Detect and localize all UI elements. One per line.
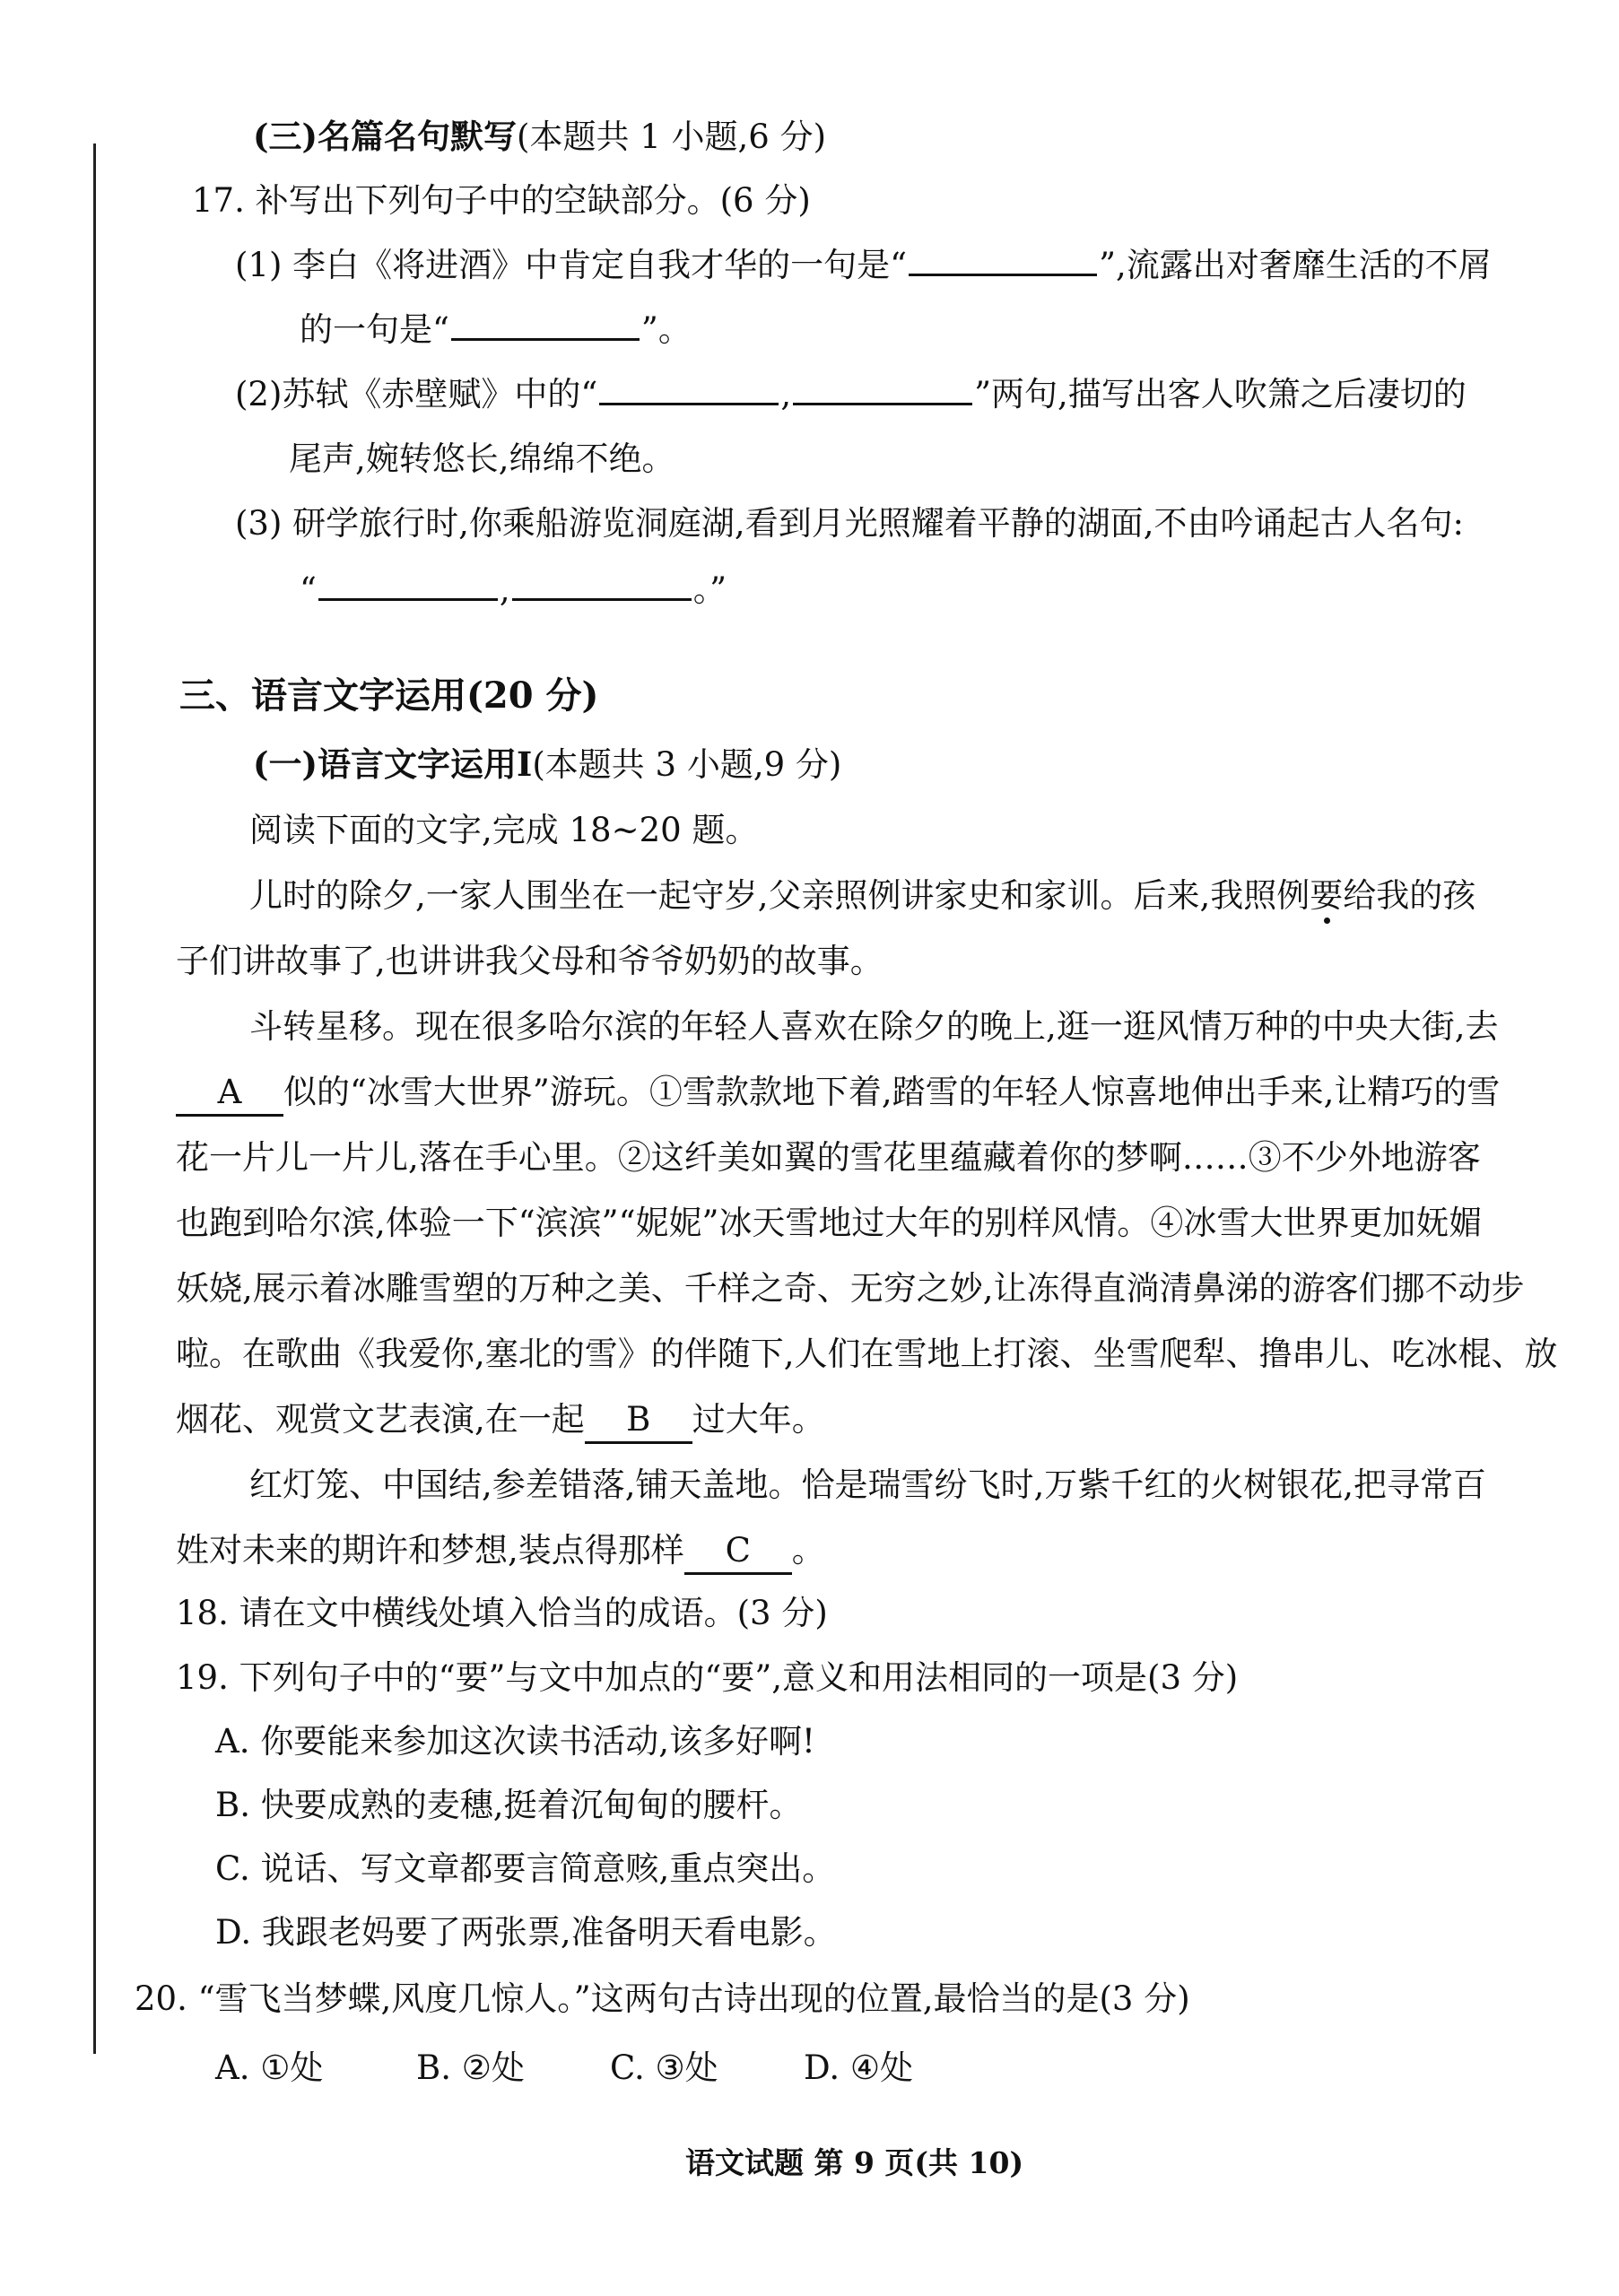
- question-17-part-2-line-2: 尾声,婉转悠长,绵绵不绝。: [289, 439, 675, 478]
- blank-b: B: [585, 1398, 692, 1444]
- q17-p3-open: “: [300, 570, 317, 609]
- passage-text: 。: [791, 1531, 825, 1570]
- answer-blank[interactable]: [512, 571, 692, 601]
- section-heading-label: (三)名篇名句默写: [253, 117, 518, 156]
- question-20-option-c: C. ③处: [610, 2048, 718, 2087]
- q17-p2-pre: (2)苏轼《赤壁赋》中的“: [235, 375, 598, 413]
- question-17-part-1-line-1: [235, 244, 1492, 287]
- question-18: 18. 请在文中横线处填入恰当的成语。(3 分): [176, 1594, 828, 1632]
- answer-blank[interactable]: [451, 311, 640, 341]
- answer-blank[interactable]: [793, 376, 972, 405]
- part-3-title: 三、语言文字运用(20 分): [179, 674, 599, 717]
- answer-blank[interactable]: [909, 247, 1097, 276]
- passage-line: 斗转星移。现在很多哈尔滨的年轻人喜欢在除夕的晚上,逛一逛风情万种的中央大街,去: [249, 1007, 1499, 1046]
- question-19-option-b: B. 快要成熟的麦穗,挺着沉甸甸的腰杆。: [215, 1786, 803, 1824]
- passage-text: 儿时的除夕,一家人围坐在一起守岁,父亲照例讲家史和家训。后来,我照例: [249, 876, 1310, 915]
- question-17-part-1-line-2: [300, 309, 692, 352]
- question-19-option-c: C. 说话、写文章都要言简意赅,重点突出。: [215, 1849, 836, 1888]
- sub-section-heading: [253, 743, 841, 787]
- question-20-option-d: D. ④处: [804, 2048, 914, 2087]
- passage-line: 也跑到哈尔滨,体验一下“滨滨”“妮妮”冰天雪地过大年的别样风情。④冰雪大世界更加妩媚: [176, 1204, 1483, 1242]
- reading-instruction: 阅读下面的文字,完成 18~20 题。: [249, 811, 759, 849]
- question-20-stem: 20. “雪飞当梦蝶,风度几惊人。”这两句古诗出现的位置,最恰当的是(3 分): [135, 1979, 1190, 2018]
- question-20-option-b: B. ②处: [416, 2048, 525, 2087]
- passage-line: [249, 874, 1475, 918]
- sub-section-note: (本题共 3 小题,9 分): [532, 745, 842, 784]
- passage-line: [176, 1529, 825, 1575]
- passage-text: 烟花、观赏文艺表演,在一起: [176, 1400, 585, 1439]
- passage-text: 似的“冰雪大世界”游玩。①雪款款地下着,踏雪的年轻人惊喜地伸出手来,让精巧的雪: [283, 1073, 1501, 1111]
- question-17-part-2-line-1: [235, 373, 1467, 416]
- passage-line: 子们讲故事了,也讲讲我父母和爷爷奶奶的故事。: [176, 942, 883, 980]
- question-17-part-3-line-1: (3) 研学旅行时,你乘船游览洞庭湖,看到月光照耀着平静的湖面,不由吟诵起古人名句:: [235, 504, 1464, 543]
- passage-text: 给我的孩: [1343, 876, 1476, 915]
- q17-p1-pre: (1) 李白《将进酒》中肯定自我才华的一句是“: [235, 246, 908, 284]
- passage-line: [176, 1071, 1500, 1117]
- passage-line: 红灯笼、中国结,参差错落,铺天盖地。恰是瑞雪纷飞时,万紫千红的火树银花,把寻常百: [249, 1465, 1487, 1504]
- q17-p3-close: 。”: [692, 570, 727, 609]
- q17-p1b-pre: 的一句是“: [300, 310, 449, 349]
- margin-binding-line: [93, 144, 96, 2054]
- answer-blank[interactable]: [318, 571, 498, 601]
- section-heading-note: (本题共 1 小题,6 分): [517, 117, 827, 156]
- section-heading-3: [253, 115, 826, 159]
- passage-line: [176, 1398, 825, 1444]
- q17-p1b-post: ”。: [640, 310, 692, 349]
- q17-p2-post: ”两句,描写出客人吹箫之后凄切的: [974, 375, 1467, 413]
- answer-blank[interactable]: [599, 376, 779, 405]
- question-19-stem: 19. 下列句子中的“要”与文中加点的“要”,意义和用法相同的一项是(3 分): [176, 1658, 1239, 1697]
- passage-text: 过大年。: [692, 1400, 825, 1439]
- q17-p1-post: ”,流露出对奢靡生活的不屑: [1099, 246, 1492, 284]
- question-19-option-a: A. 你要能来参加这次读书活动,该多好啊!: [215, 1722, 815, 1761]
- q17-p2-mid: ,: [780, 375, 792, 413]
- blank-a: A: [176, 1071, 283, 1117]
- question-17-stem: 17. 补写出下列句子中的空缺部分。(6 分): [192, 181, 811, 220]
- dotted-character: 要: [1310, 876, 1344, 915]
- passage-line: 妖娆,展示着冰雕雪塑的万种之美、千样之奇、无穷之妙,让冻得直淌清鼻涕的游客们挪不动步: [176, 1269, 1525, 1308]
- passage-text: 姓对未来的期许和梦想,装点得那样: [176, 1531, 684, 1570]
- question-20-option-a: A. ①处: [215, 2048, 324, 2087]
- question-19-option-d: D. 我跟老妈要了两张票,准备明天看电影。: [215, 1913, 837, 1952]
- page-footer: 语文试题 第 9 页(共 10): [685, 2145, 1024, 2180]
- q17-p3-mid: ,: [499, 570, 510, 609]
- passage-line: 花一片儿一片儿,落在手心里。②这纤美如翼的雪花里蕴藏着你的梦啊……③不少外地游客: [176, 1138, 1481, 1177]
- sub-section-label: (一)语言文字运用Ⅰ: [253, 744, 533, 784]
- passage-line: 啦。在歌曲《我爱你,塞北的雪》的伴随下,人们在雪地上打滚、坐雪爬犁、撸串儿、吃冰棍、放: [176, 1335, 1558, 1373]
- blank-c: C: [684, 1529, 792, 1575]
- question-17-part-3-line-2: [300, 569, 727, 612]
